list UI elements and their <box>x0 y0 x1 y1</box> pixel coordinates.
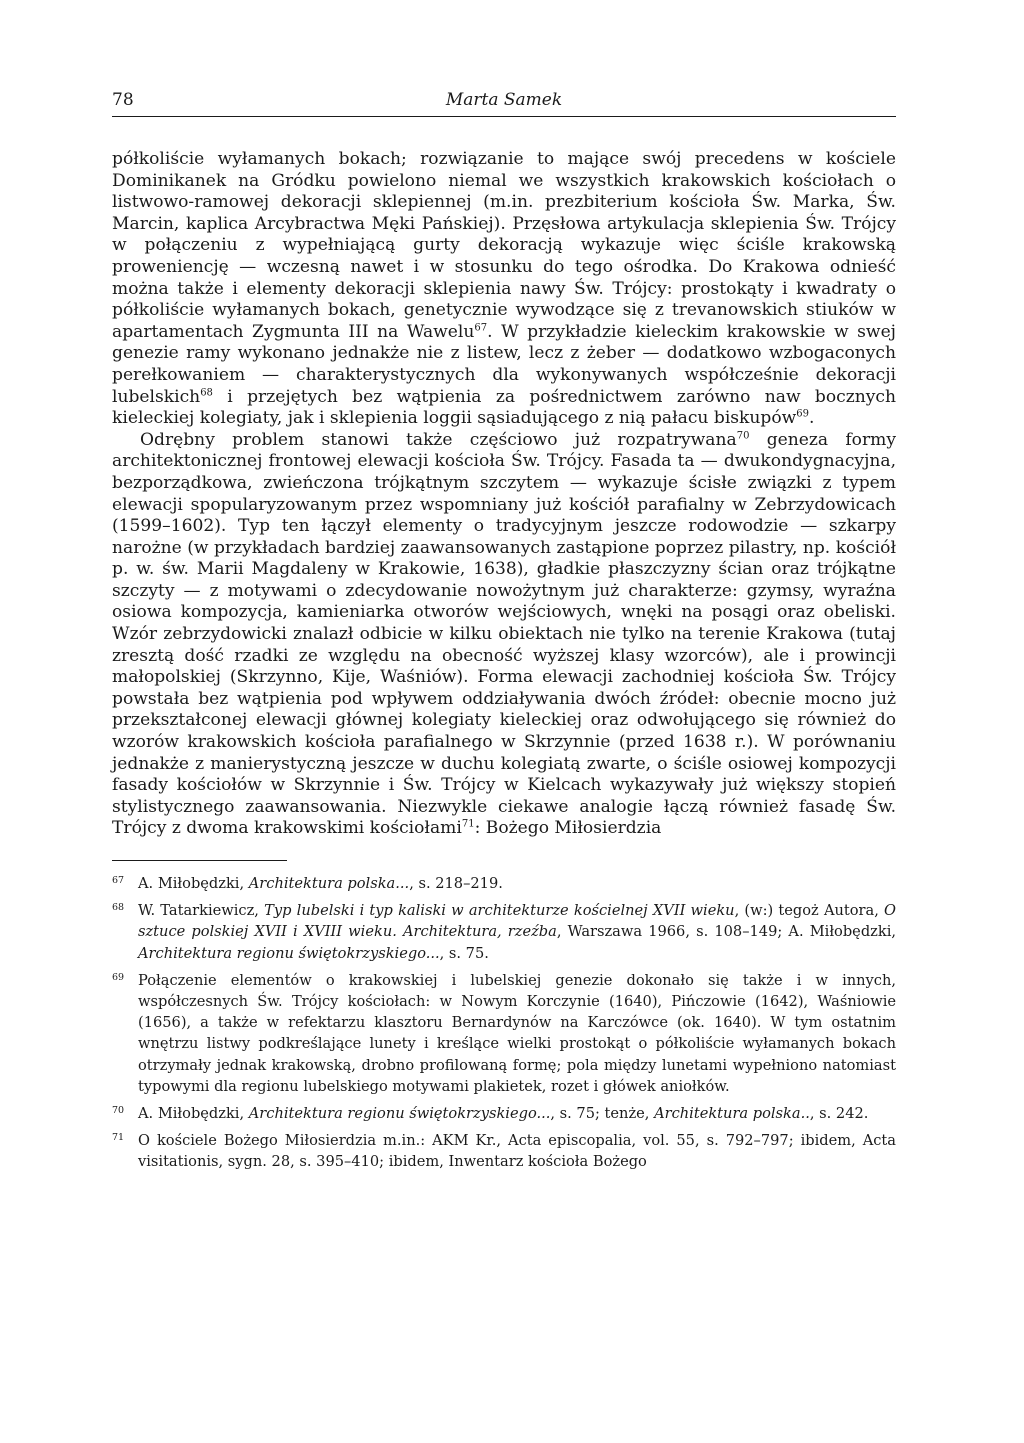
footnote <box>112 1103 896 1124</box>
text-run: A. Miłobędzki, <box>138 875 249 892</box>
text-run: . W przykładzie kieleckim krakowskie w swej genezie ramy wykonano jednakże nie z listew, lecz z żeber — dodatkowo wzbogaconych perełkowaniem — charakterystycznych dla wykonywanych współcześnie dekoracji lubelskich <box>112 321 896 407</box>
cited-title: Architektura polska.. <box>654 1105 810 1123</box>
page-header <box>112 88 896 117</box>
footnote-ref[interactable]: 69 <box>796 408 810 420</box>
cited-title: Architektura regionu świętokrzyskiego... <box>248 1105 551 1123</box>
text-run: , s. 75. <box>439 944 489 962</box>
text-run: geneza formy architektonicznej frontowej elewacji kościoła Św. Trójcy. Fasada ta — dwukondygnacyjna, bezporządkowa, zwieńczona trójkątnym szczytem — wykazuje ścisłe związki z typem elewacji spopularyzowanym przez wspomniany już kościół parafialny w Zebrzydowicach (1599–1602). Typ ten łączył elementy o tradycyjnym jeszcze rodowodzie — szkarpy narożne (w przykładach bardziej zaawansowanych zastąpione poprzez pilastry, np. kościół p. w. św. Marii Magdaleny w Krakowie, 1638), gładkie płaszczyzny ścian oraz trójkątne szczyty — z motywami o zdecydowanie nowożytnym już charakterze: gzymsy, wyraźna osiowa kompozycja, kamieniarka otworów wejściowych, wnęki na posągi oraz obeliski. Wzór zebrzydowicki znalazł odbicie w kilku obiektach nie tylko na terenie Krakowa (tutaj zresztą dość rzadki ze względu na obecność wyższej klasy wzorców), ale i prowincji małopolskiej (Skrzynno, Kije, Waśniów). Forma elewacji zachodniej kościoła Św. Trójcy powstała bez wątpienia pod wpływem oddziaływania dwóch źródeł: obecnie mocno już przekształconej elewacji głównej kolegiaty kieleckiej oraz odwołującego się również do wzorów krakowskich kościoła parafialnego w Skrzynnie (przed 1638 r.). W porównaniu jednakże z manierystyczną jeszcze w duchu kolegiatą zwarte, o ściśle osiowej kompozycji fasady kościołów w Skrzynnie i Św. Trójcy w Kielcach wykazywały już większy stopień stylistycznego zaawansowania. Niezwykle ciekawe analogie łączą również fasadę Św. Trójcy z dwoma krakowskimi kościołami <box>112 429 896 839</box>
running-head: Marta Samek <box>445 90 563 110</box>
text-run: W. Tatarkiewicz, <box>138 902 265 920</box>
main-text <box>112 149 896 840</box>
footnote-ref[interactable]: 70 <box>736 430 750 442</box>
text-run: , (w:) tegoż Autora, <box>734 902 885 920</box>
text-run: półkoliście wyłamanych bokach; rozwiązanie to mające swój precedens w kościele Dominikanek na Gródku powielono niemal we wszystkich krakowskich kościołach o listwowo-ramowej dekoracji sklepiennej (m.in. prezbiterium kościoła Św. Marka, Św. Marcin, kaplica Arcybractwa Męki Pańskiej). Przęsłowa artykulacja sklepienia Św. Trójcy w połączeniu z wypełniającą gurty dekoracją wykazuje więc ściśle krakowską proweniencję — wczesną nawet i w stosunku do tego ośrodka. Do Krakowa odnieść można także i elementy dekoracji sklepienia nawy Św. Trójcy: prostokąty i kwadraty o półkoliście wyłamanych bokach, genetycznie wywodzące się z trevanowskich stiuków w apartamentach Zygmunta III na Wawelu <box>112 149 896 342</box>
text-run: : Bożego Miłosierdzia <box>474 818 662 839</box>
footnote-ref[interactable]: 71 <box>461 818 475 830</box>
footnote <box>112 970 896 1097</box>
document-page <box>112 88 896 1179</box>
cited-title: Architektura polska... <box>248 875 410 892</box>
text-run: Odrębny problem stanowi także częściowo już rozpatrywana <box>140 429 737 450</box>
footnote <box>112 1130 896 1172</box>
page-number: 78 <box>112 90 134 110</box>
footnote-mark: 70 <box>112 1105 125 1117</box>
text-run: i przejętych bez wątpienia za pośrednictwem zarówno naw bocznych kieleckiej kolegiaty, jak i sklepienia loggii sąsiadującego z nią pałacu biskupów <box>112 386 896 429</box>
footnote-ref[interactable]: 67 <box>474 322 488 334</box>
cited-title: Architektura regionu świętokrzyskiego... <box>138 944 440 962</box>
footnote <box>112 873 896 894</box>
paragraph <box>112 430 896 840</box>
text-run: O kościele Bożego Miłosierdzia m.in.: AKM Kr., Acta episcopalia, vol. 55, s. 792–797; ibidem, Acta visitationis, sygn. 28, s. 395–410; ibidem, Inwentarz kościoła Bożego <box>138 1132 896 1171</box>
footnote-mark: 67 <box>112 875 125 886</box>
footnotes <box>112 873 896 1173</box>
footnote-ref[interactable]: 68 <box>200 386 213 398</box>
footnote-mark: 68 <box>112 902 125 914</box>
footnote-mark: 69 <box>112 971 125 983</box>
text-run: , s. 242. <box>809 1105 869 1123</box>
text-run: , s. 75; tenże, <box>550 1105 655 1123</box>
text-run: Połączenie elementów o krakowskiej i lubelskiej genezie dokonało się także i w innych, współczesnych Św. Trójcy kościołach: w Nowym Korczynie (1640), Pińczowie (1642), Waśniowie (1656), a także w refektarzu klasztoru Bernardynów na Karczówce (ok. 1640). W tym ostatnim wnętrzu listwy podkreślające lunety i kreślące wielki prostokąt o półkoliście wyłamanych bokach otrzymały jednak krakowską, drobno profilowaną formę; pola między lunetami wypełniono natomiast typowymi dla regionu lubelskiego motywami plakietek, rozet i główek aniołków. <box>138 971 896 1095</box>
cited-title: O sztuce polskiej XVII i XVIII wieku. Architektura, rzeźba <box>138 902 897 941</box>
text-run: , Warszawa 1966, s. 108–149; A. Miłobędzki, <box>556 923 896 941</box>
text-run: . <box>809 408 815 429</box>
footnote <box>112 900 896 964</box>
footnote-separator <box>112 860 287 861</box>
paragraph <box>112 149 896 430</box>
footnote-mark: 71 <box>112 1132 125 1144</box>
text-run: A. Miłobędzki, <box>138 1105 249 1123</box>
text-run: , s. 218–219. <box>409 875 503 892</box>
cited-title: Typ lubelski i typ kaliski w architekturze kościelnej XVII wieku <box>264 902 735 920</box>
